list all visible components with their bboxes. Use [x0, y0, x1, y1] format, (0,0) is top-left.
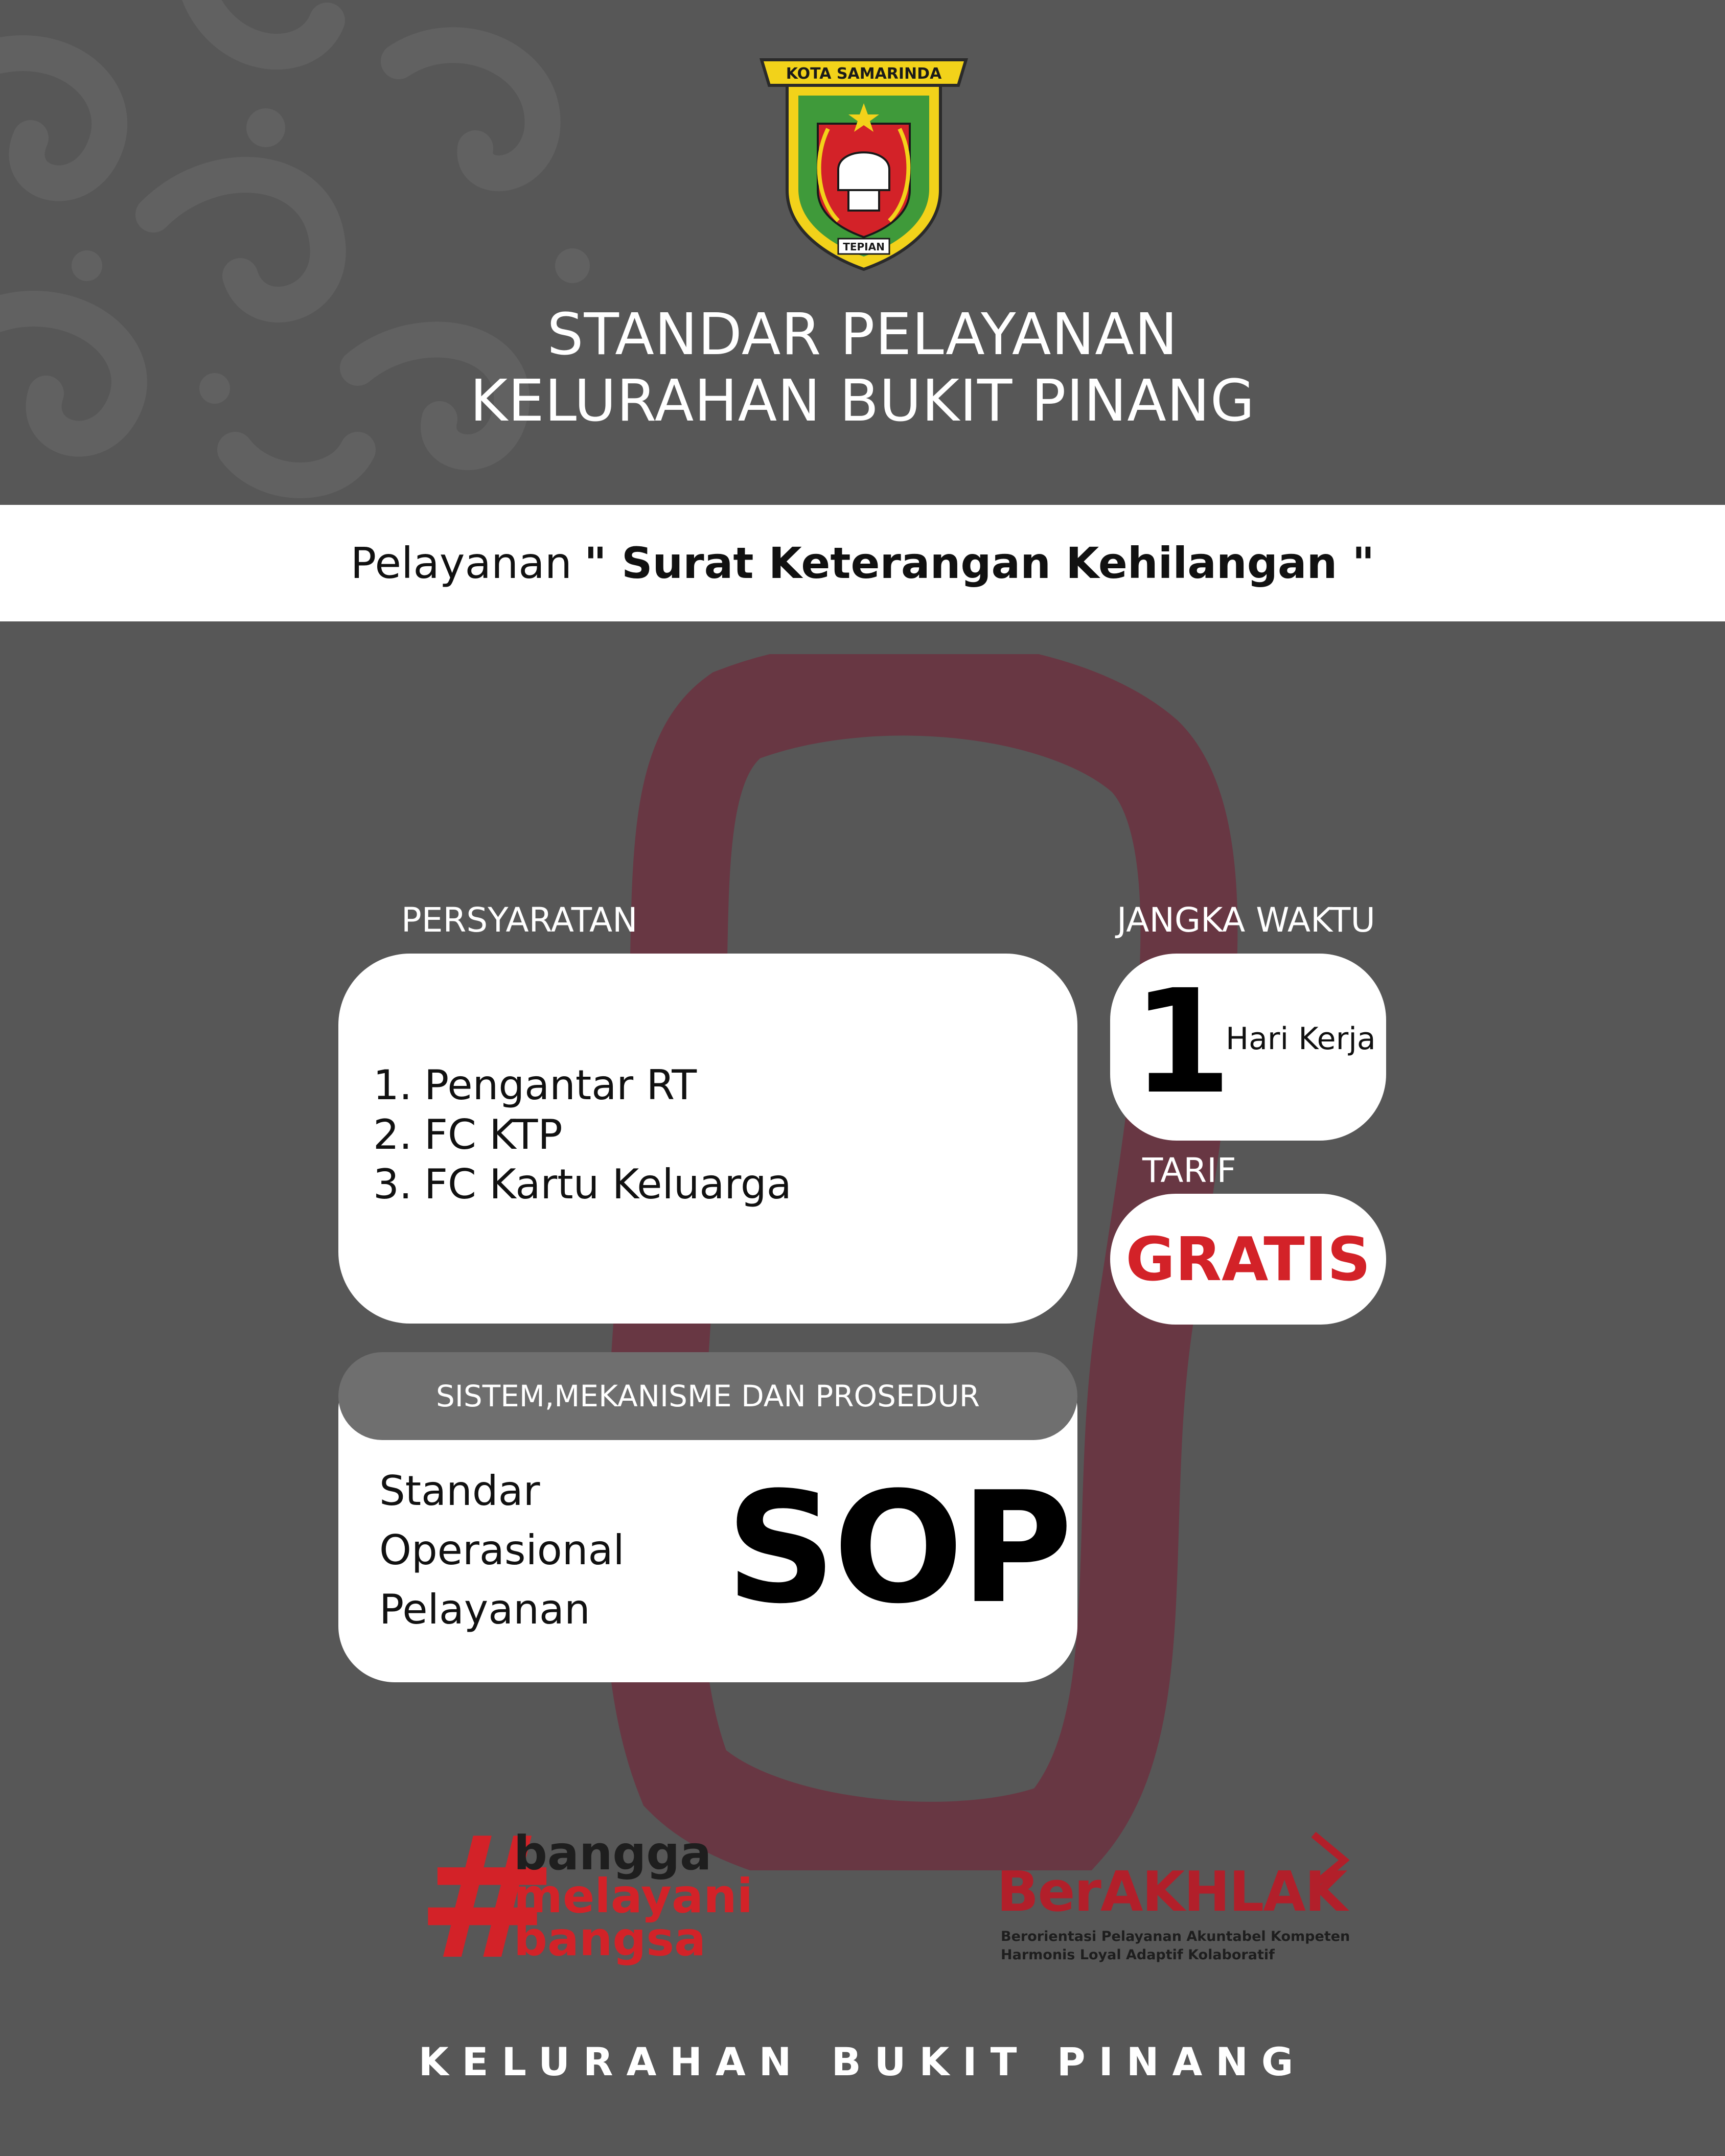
list-item: 2. FC KTP — [373, 1111, 563, 1158]
service-name: " Surat Keterangan Kehilangan " — [584, 538, 1375, 588]
requirements-label: PERSYARATAN — [401, 900, 638, 940]
requirements-list — [373, 1060, 792, 1209]
timeframe-value: 1 — [1132, 959, 1232, 1126]
list-item: 3. FC Kartu Keluarga — [373, 1161, 792, 1208]
berakhlak-chevron-icon — [1308, 1832, 1349, 1888]
timeframe-label: JANGKA WAKTU — [1117, 900, 1375, 940]
tariff-value: GRATIS — [1125, 1224, 1371, 1294]
title-line-2: KELURAHAN BUKIT PINANG — [470, 368, 1255, 434]
emblem-banner-text: KOTA SAMARINDA — [786, 65, 942, 83]
bangga-hash-logo: # — [417, 1800, 558, 1997]
service-band — [0, 505, 1725, 621]
kota-samarinda-emblem — [751, 37, 976, 272]
timeframe-unit: Hari Kerja — [1226, 1021, 1376, 1057]
emblem-bottom-text: TEPIAN — [843, 241, 885, 253]
procedure-label: SISTEM,MEKANISME DAN PROSEDUR — [338, 1352, 1077, 1440]
berakhlak-tagline: Berorientasi Pelayanan Akuntabel Kompeten Harmonis Loyal Adaptif Kolaboratif — [1001, 1929, 1350, 1963]
footer-text: KELURAHAN BUKIT PINANG — [418, 2039, 1307, 2084]
service-prefix: Pelayanan — [350, 538, 572, 588]
tariff-card — [1110, 1194, 1386, 1325]
berakhlak-logo: BerAKHLAK — [997, 1860, 1347, 1924]
bangga-melayani-bangsa-logo: bangga melayani bangsa — [514, 1826, 753, 1966]
page-title — [0, 302, 1725, 434]
list-item: 1. Pengantar RT — [373, 1061, 697, 1109]
tariff-label: TARIF — [1142, 1151, 1236, 1190]
title-line-1: STANDAR PELAYANAN — [547, 302, 1178, 368]
procedure-abbreviation: SOP — [726, 1459, 1070, 1637]
header — [0, 0, 1725, 505]
procedure-description: Standar Operasional Pelayanan — [379, 1467, 625, 1633]
